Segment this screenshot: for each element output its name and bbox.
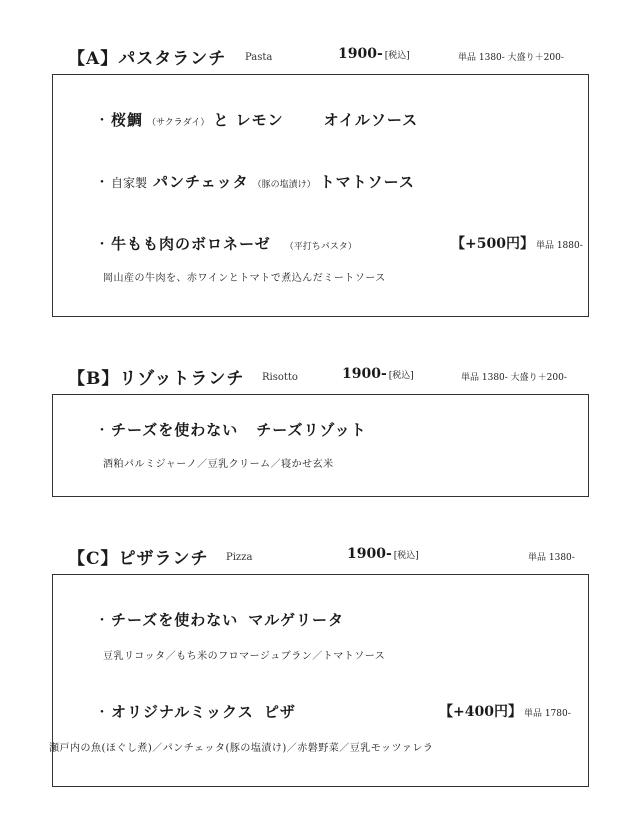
section-b-price (342, 366, 414, 382)
section-a-tax: [税込] (384, 51, 410, 61)
section-c-price (347, 546, 419, 562)
item-sauce: トマトソース (319, 173, 415, 191)
section-a-single-price: 単品 1380- 大盛り＋200- (458, 53, 564, 63)
item-description: 岡山産の牛肉を、赤ワインとトマトで煮込んだミートソース (103, 273, 386, 284)
section-a-english: Pasta (245, 52, 273, 63)
item-description: 豆乳リコッタ／もち米のフロマージュブラン／トマトソース (103, 651, 386, 662)
item-name-2: ピザ (263, 703, 296, 721)
section-c-title: 【C】ピザランチ (68, 549, 209, 569)
menu-item (95, 609, 344, 630)
item-note: （平打ちパスタ） (284, 242, 357, 252)
section-b-tax: [税込] (388, 371, 414, 381)
item-name-2: と レモン (213, 111, 284, 129)
bullet: ・ (95, 613, 109, 629)
section-b-price-value: 1900- (342, 366, 387, 382)
item-prefix: 自家製 (111, 176, 148, 190)
bullet: ・ (95, 705, 109, 721)
item-name: 桜鯛 (111, 111, 144, 129)
menu-item (95, 233, 361, 254)
bullet: ・ (95, 237, 109, 253)
item-description: 瀬戸内の魚(ほぐし煮)／パンチェッタ(豚の塩漬け)／赤磐野菜／豆乳モッツァレラ (49, 743, 434, 754)
section-b-title: 【B】リゾットランチ (68, 369, 245, 389)
menu-item (95, 701, 296, 722)
section-b-header (0, 364, 640, 392)
extra-price (451, 233, 583, 253)
item-name: パンチェッタ (153, 173, 249, 191)
item-name: マルゲリータ (248, 611, 344, 629)
extra-price (439, 701, 571, 721)
section-c-header (0, 544, 640, 572)
section-b-english: Risotto (262, 372, 298, 383)
item-note: （サクラダイ） (147, 118, 210, 128)
menu-item (95, 171, 415, 192)
extra-single-price: 単品 1880- (535, 241, 583, 251)
bullet: ・ (95, 423, 109, 439)
extra-price-value: 【+400円】 (439, 704, 522, 720)
item-sauce: オイルソース (323, 111, 419, 129)
extra-single-price: 単品 1780- (523, 709, 571, 719)
item-name: 牛もも肉のボロネーゼ (111, 235, 271, 253)
item-note: （豚の塩漬け） (252, 180, 316, 190)
item-prefix: チーズを使わない (111, 421, 239, 439)
section-a-header (0, 44, 640, 72)
menu-item (95, 109, 418, 130)
section-b-box (52, 394, 589, 497)
item-prefix: チーズを使わない (111, 611, 239, 629)
section-c-price-value: 1900- (347, 546, 392, 562)
item-description: 酒粕パルミジャーノ／豆乳クリーム／寝かせ玄米 (103, 459, 334, 470)
bullet: ・ (95, 113, 109, 129)
bullet: ・ (95, 175, 109, 191)
section-c-tax: [税込] (393, 551, 419, 561)
extra-price-value: 【+500円】 (451, 236, 534, 252)
section-c-single-price: 単品 1380- (528, 553, 575, 563)
item-name: オリジナルミックス (111, 703, 254, 721)
item-name: チーズリゾット (256, 421, 367, 439)
section-c-box (49, 574, 589, 787)
section-a-price-value: 1900- (338, 46, 383, 62)
section-c-english: Pizza (226, 552, 253, 563)
menu-item (95, 419, 367, 440)
section-a-price (338, 46, 410, 62)
section-b-single-price: 単品 1380- 大盛り＋200- (461, 373, 567, 383)
section-a-title: 【A】パスタランチ (68, 49, 227, 69)
section-a-box (52, 74, 589, 317)
